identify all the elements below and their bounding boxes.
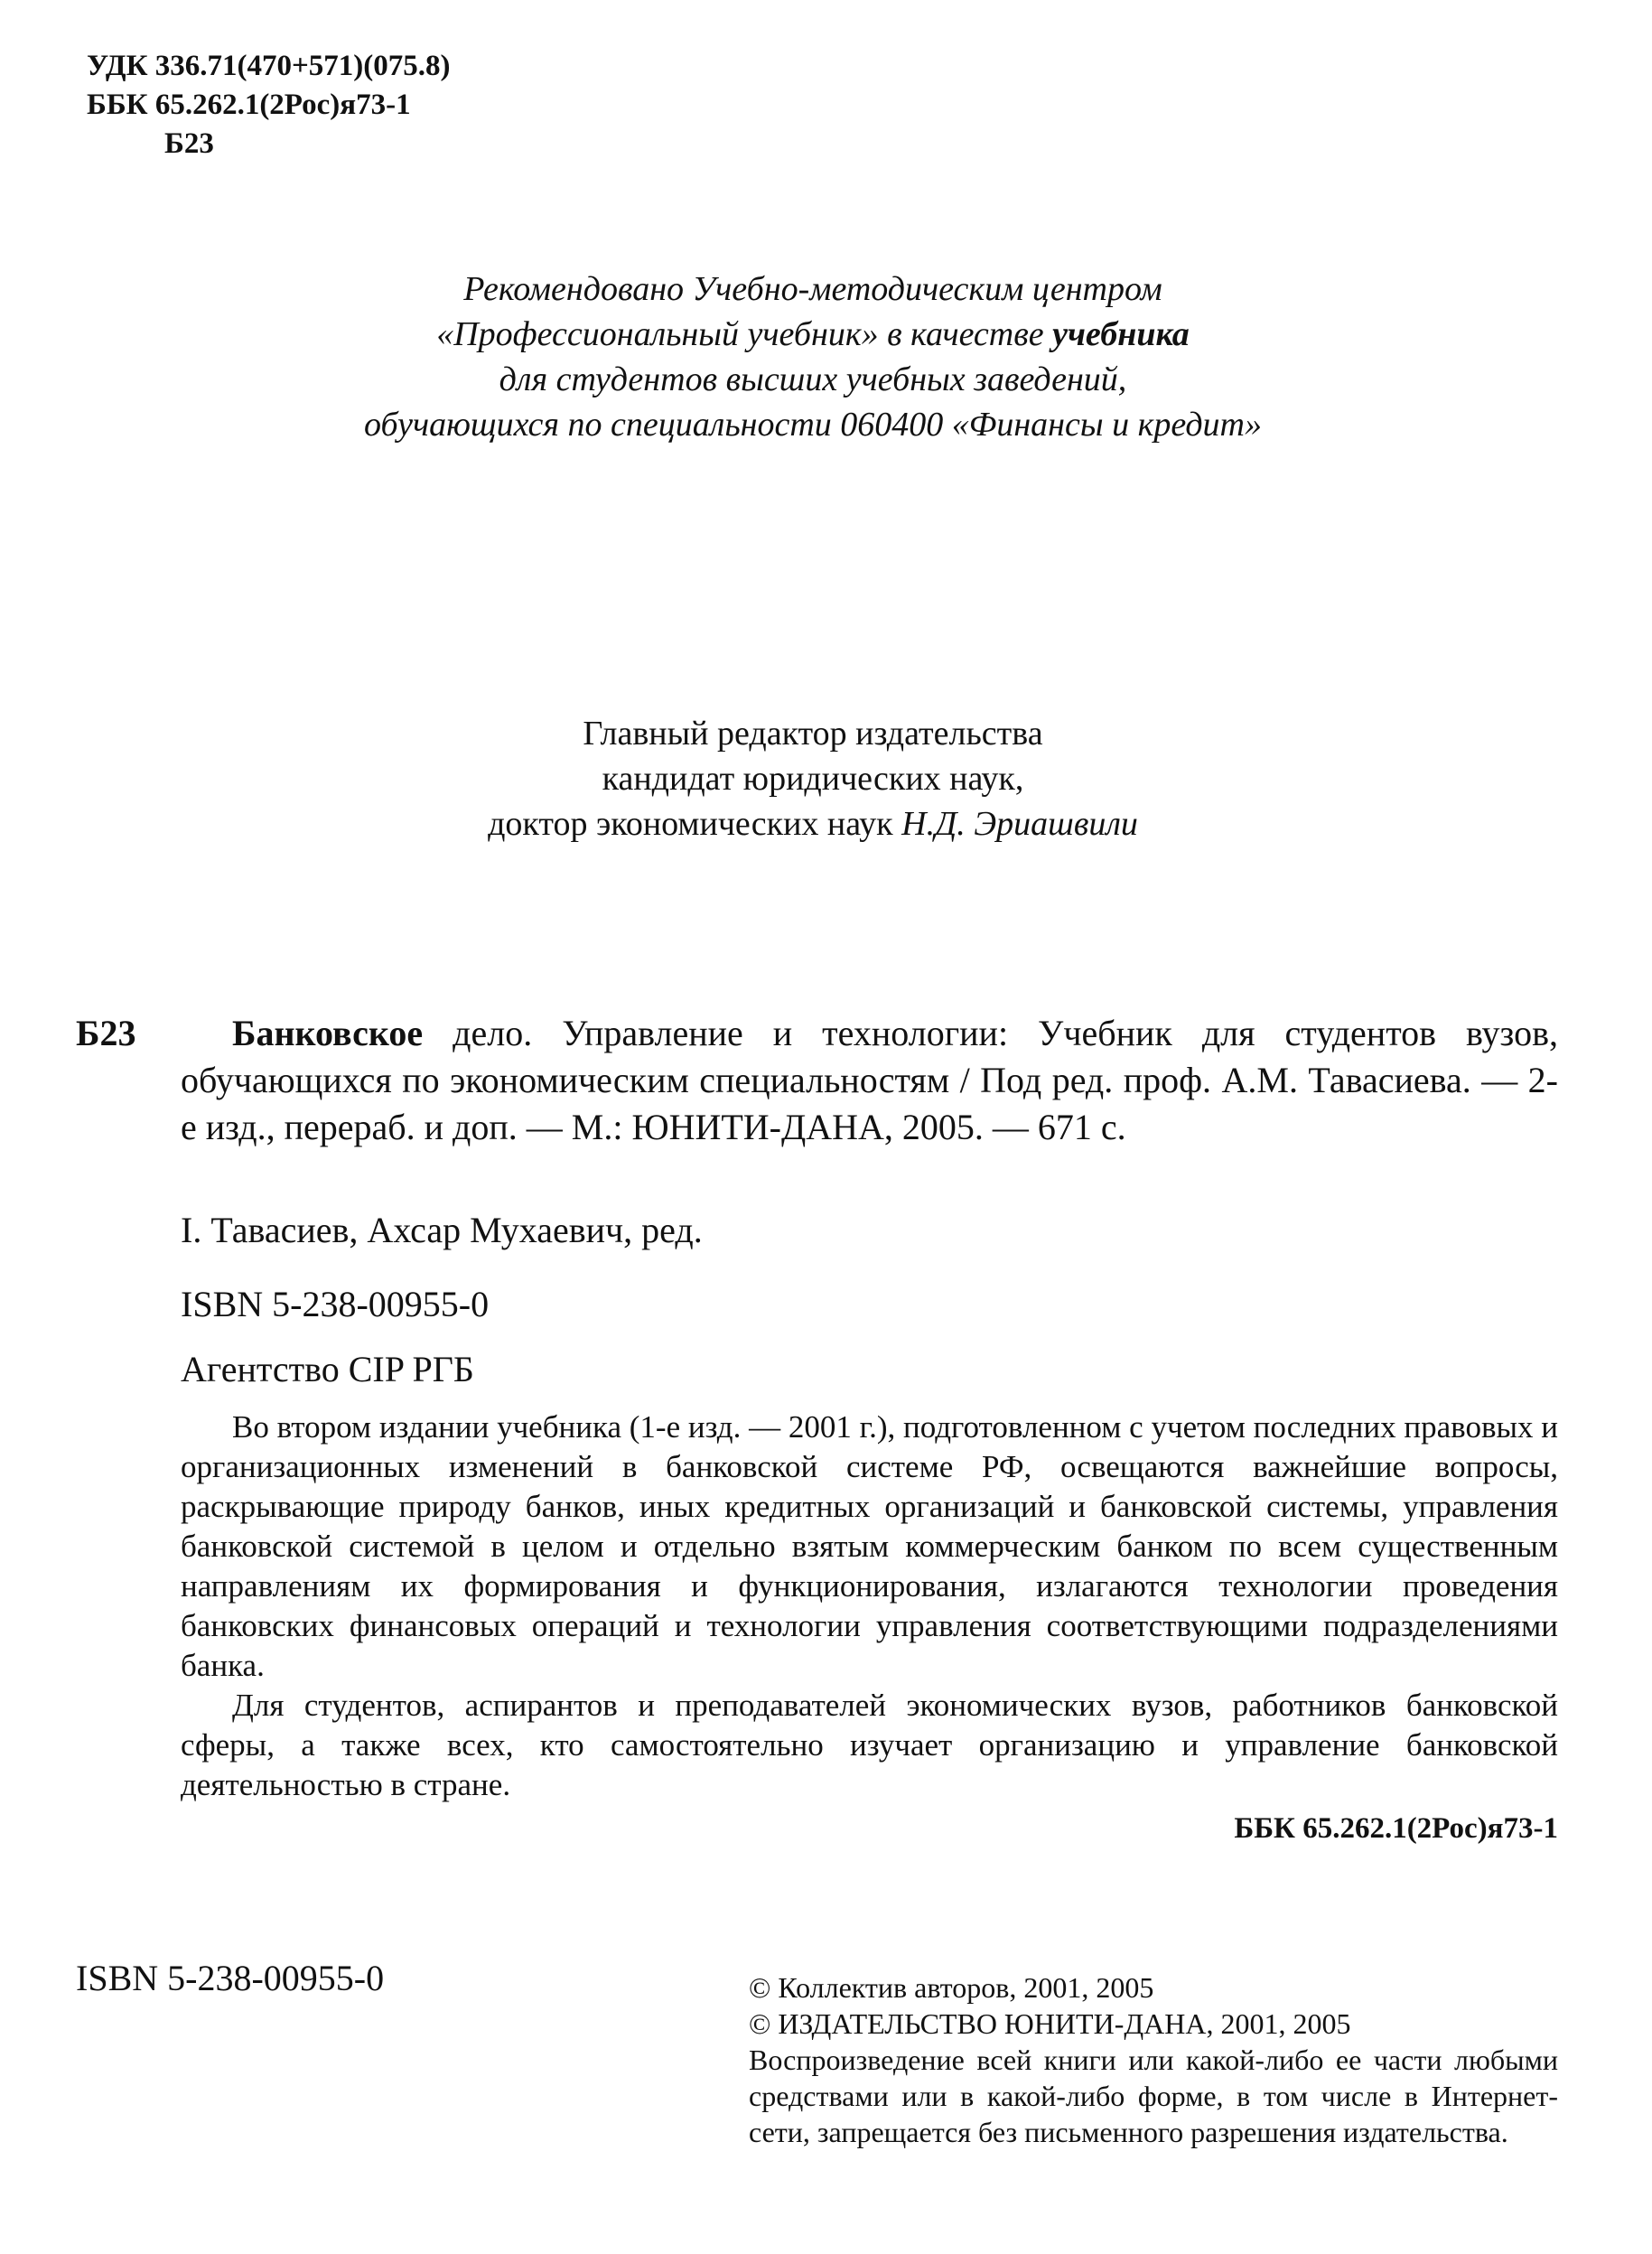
catalog-mark: Б23 [76, 1013, 136, 1053]
abstract-paragraph-1: Во втором издании учебника (1-е изд. — 2001 г.), подготовленном с учетом последних правовых и организационных изменений в банковской системе РФ, освещаются важнейшие вопросы, раскрывающие природу банков, иных кредитных организаций и банковской системы, управления банковской системой в целом и отдельно взятым коммерческим банком по всем существенным направлениям их формирования и функционирования, излагаются технологии проведения банковских финансовых операций и технологии управления соответствующими подразделениями банка. [181, 1409, 1558, 1683]
chief-editor-line-1: Главный редактор издательства [583, 715, 1043, 753]
author-mark: Б23 [164, 127, 214, 160]
recommendation-line-3: для студентов высших учебных заведений, [499, 360, 1127, 398]
copyright-authors: © Коллектив авторов, 2001, 2005 [749, 1971, 1154, 2004]
footer-isbn: ISBN 5-238-00955-0 [76, 1958, 385, 1998]
chief-editor-degree: доктор экономических наук [488, 805, 893, 843]
catalog-title-bold: Банковское [232, 1013, 424, 1053]
catalog-agency: Агентство CIP РГБ [181, 1349, 474, 1389]
recommendation-line-1: Рекомендовано Учебно-методическим центром [463, 270, 1162, 308]
copyright-publisher: © ИЗДАТЕЛЬСТВО ЮНИТИ-ДАНА, 2001, 2005 [749, 2007, 1351, 2040]
classification-codes [87, 47, 451, 164]
abstract [181, 1408, 1558, 1805]
copyright-block [749, 1969, 1558, 2150]
chief-editor-line-2: кандидат юридических наук, [602, 760, 1024, 798]
bbk-code: ББК 65.262.1(2Рос)я73-1 [87, 89, 411, 121]
recommendation-line-2 [235, 312, 1391, 357]
recommendation-block [235, 267, 1391, 447]
chief-editor-name: Н.Д. Эриашвили [901, 805, 1138, 843]
udk-code: УДК 336.71(470+571)(075.8) [87, 50, 451, 82]
chief-editor-line-3 [235, 801, 1391, 846]
bbk-code-right: ББК 65.262.1(2Рос)я73-1 [1234, 1812, 1558, 1845]
catalog-editor-line: I. Тавасиев, Ахсар Мухаевич, ред. [181, 1210, 703, 1250]
copyright-notice: Воспроизведение всей книги или какой-либо ее части любыми средствами или в какой-либо форме, в том числе в Интернет-сети, запрещается без письменного разрешения издательства. [749, 2044, 1558, 2148]
recommendation-bold-word: учебника [1052, 315, 1190, 353]
catalog-isbn: ISBN 5-238-00955-0 [181, 1284, 490, 1324]
recommendation-line-4: обучающихся по специальности 060400 «Финансы и кредит» [363, 406, 1262, 444]
recommendation-line-2-text: «Профессиональный учебник» в качестве [436, 315, 1044, 353]
catalog-description: дело. Управление и технологии: Учебник для студентов вузов, обучающихся по экономическим специальностям / Под ред. проф. А.М. Тавасиева. — 2-е изд., перераб. и доп. — М.: ЮНИТИ-ДАНА, 2005. — 671 с. [181, 1013, 1559, 1147]
abstract-paragraph-2: Для студентов, аспирантов и преподавателей экономических вузов, работников банковской сферы, а также всех, кто самостоятельно изучает организацию и управление банковской деятельностью в стране. [181, 1688, 1558, 1802]
chief-editor-block [235, 711, 1391, 846]
catalog-entry [181, 1010, 1558, 1151]
